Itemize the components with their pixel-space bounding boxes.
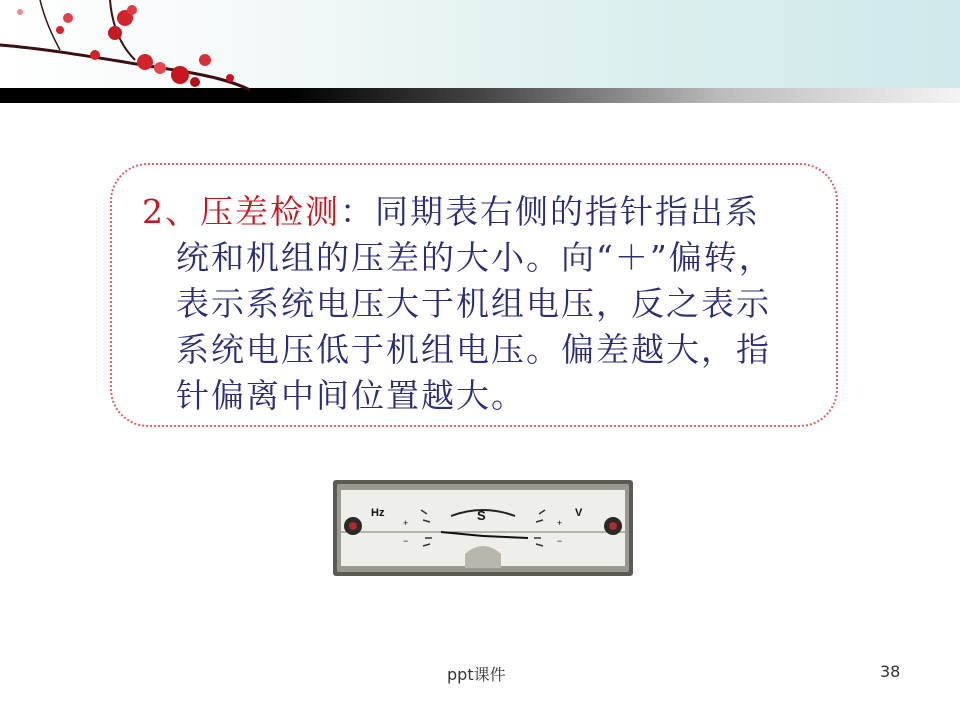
heading-keyword: 压差检测 — [200, 192, 340, 231]
meter-plus-right: + — [557, 518, 563, 528]
text-line: 统和机组的压差的大小。向“＋”偏转， — [176, 238, 774, 277]
meter-sync-label: S — [477, 508, 486, 523]
synchroscope-meter-image — [333, 480, 633, 576]
content-text — [142, 189, 832, 419]
text-line: 针偏离中间位置越大。 — [176, 376, 526, 415]
footer-label: ppt课件 — [447, 665, 506, 684]
meter-minus-right: − — [557, 536, 563, 546]
text-line-1 — [142, 189, 832, 235]
meter-plus-left: + — [403, 518, 409, 528]
heading-separator: 、 — [165, 192, 200, 231]
text-line: 表示系统电压大于机组电压，反之表示 — [176, 284, 771, 323]
plum-blossom-decoration-icon — [0, 0, 280, 100]
meter-minus-left: − — [403, 536, 409, 546]
heading-number: 2 — [142, 192, 165, 231]
page-number: 38 — [880, 662, 901, 681]
text-line: 系统电压低于机组电压。偏差越大，指 — [176, 330, 771, 369]
text-line: ：同期表右侧的指针指出系 — [340, 192, 760, 231]
meter-hz-label: Hz — [371, 507, 385, 519]
content-text-box — [110, 163, 838, 427]
meter-volt-label: V — [575, 507, 583, 519]
